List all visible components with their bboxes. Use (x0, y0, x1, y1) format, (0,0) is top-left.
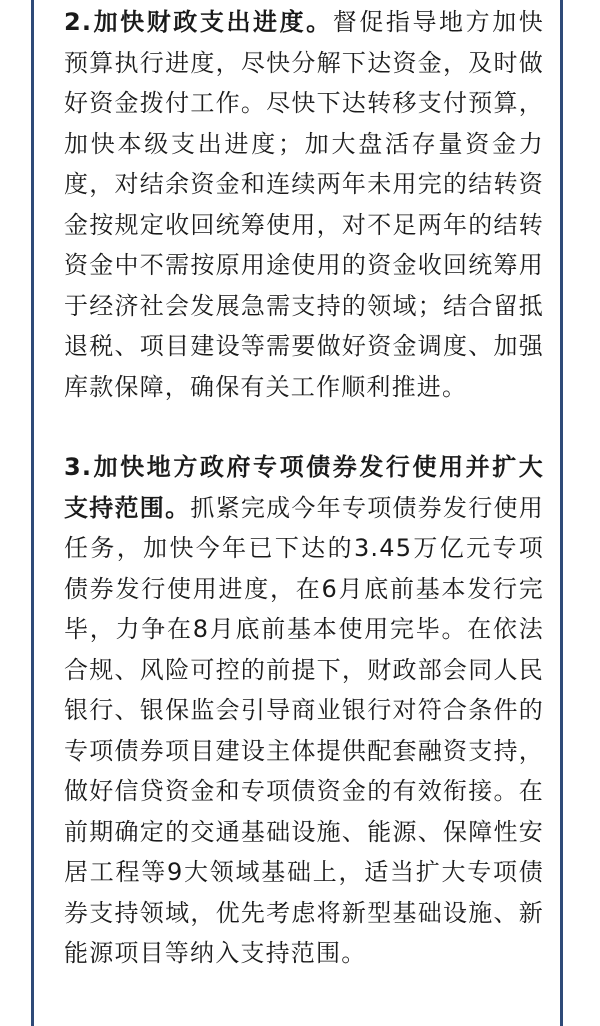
section-2-paragraph (64, 2, 544, 407)
section-2-heading: 2.加快财政支出进度。 (64, 8, 333, 36)
section-3-body: 抓紧完成今年专项债券发行使用任务，加快今年已下达的3.45万亿元专项债券发行使用进度，在6月底前基本发行完毕，力争在8月底前基本使用完毕。在依法合规、风险可控的前提下，财政部会同人民银行、银保监会引导商业银行对符合条件的专项债券项目建设主体提供配套融资支持，做好信贷资金和专项债资金的有效衔接。在前期确定的交通基础设施、能源、保障性安居工程等9大领域基础上，适当扩大专项债券支持领域，优先考虑将新型基础设施、新能源项目等纳入支持范围。 (64, 493, 545, 967)
article-content (64, 2, 544, 974)
section-3-heading: 3.加快地方政府专项债券发行使用并扩大支持范围。 (64, 453, 544, 522)
section-3-paragraph (64, 447, 544, 974)
section-2-body: 督促指导地方加快预算执行进度，尽快分解下达资金，及时做好资金拨付工作。尽快下达转移支付预算，加快本级支出进度；加大盘活存量资金力度，对结余资金和连续两年未用完的结转资金按规定收回统筹使用，对不足两年的结转资金中不需按原用途使用的资金收回统筹用于经济社会发展急需支持的领域；结合留抵退税、项目建设等需要做好资金调度、加强库款保障，确保有关工作顺利推进。 (64, 8, 544, 401)
section-spacer (64, 407, 544, 447)
